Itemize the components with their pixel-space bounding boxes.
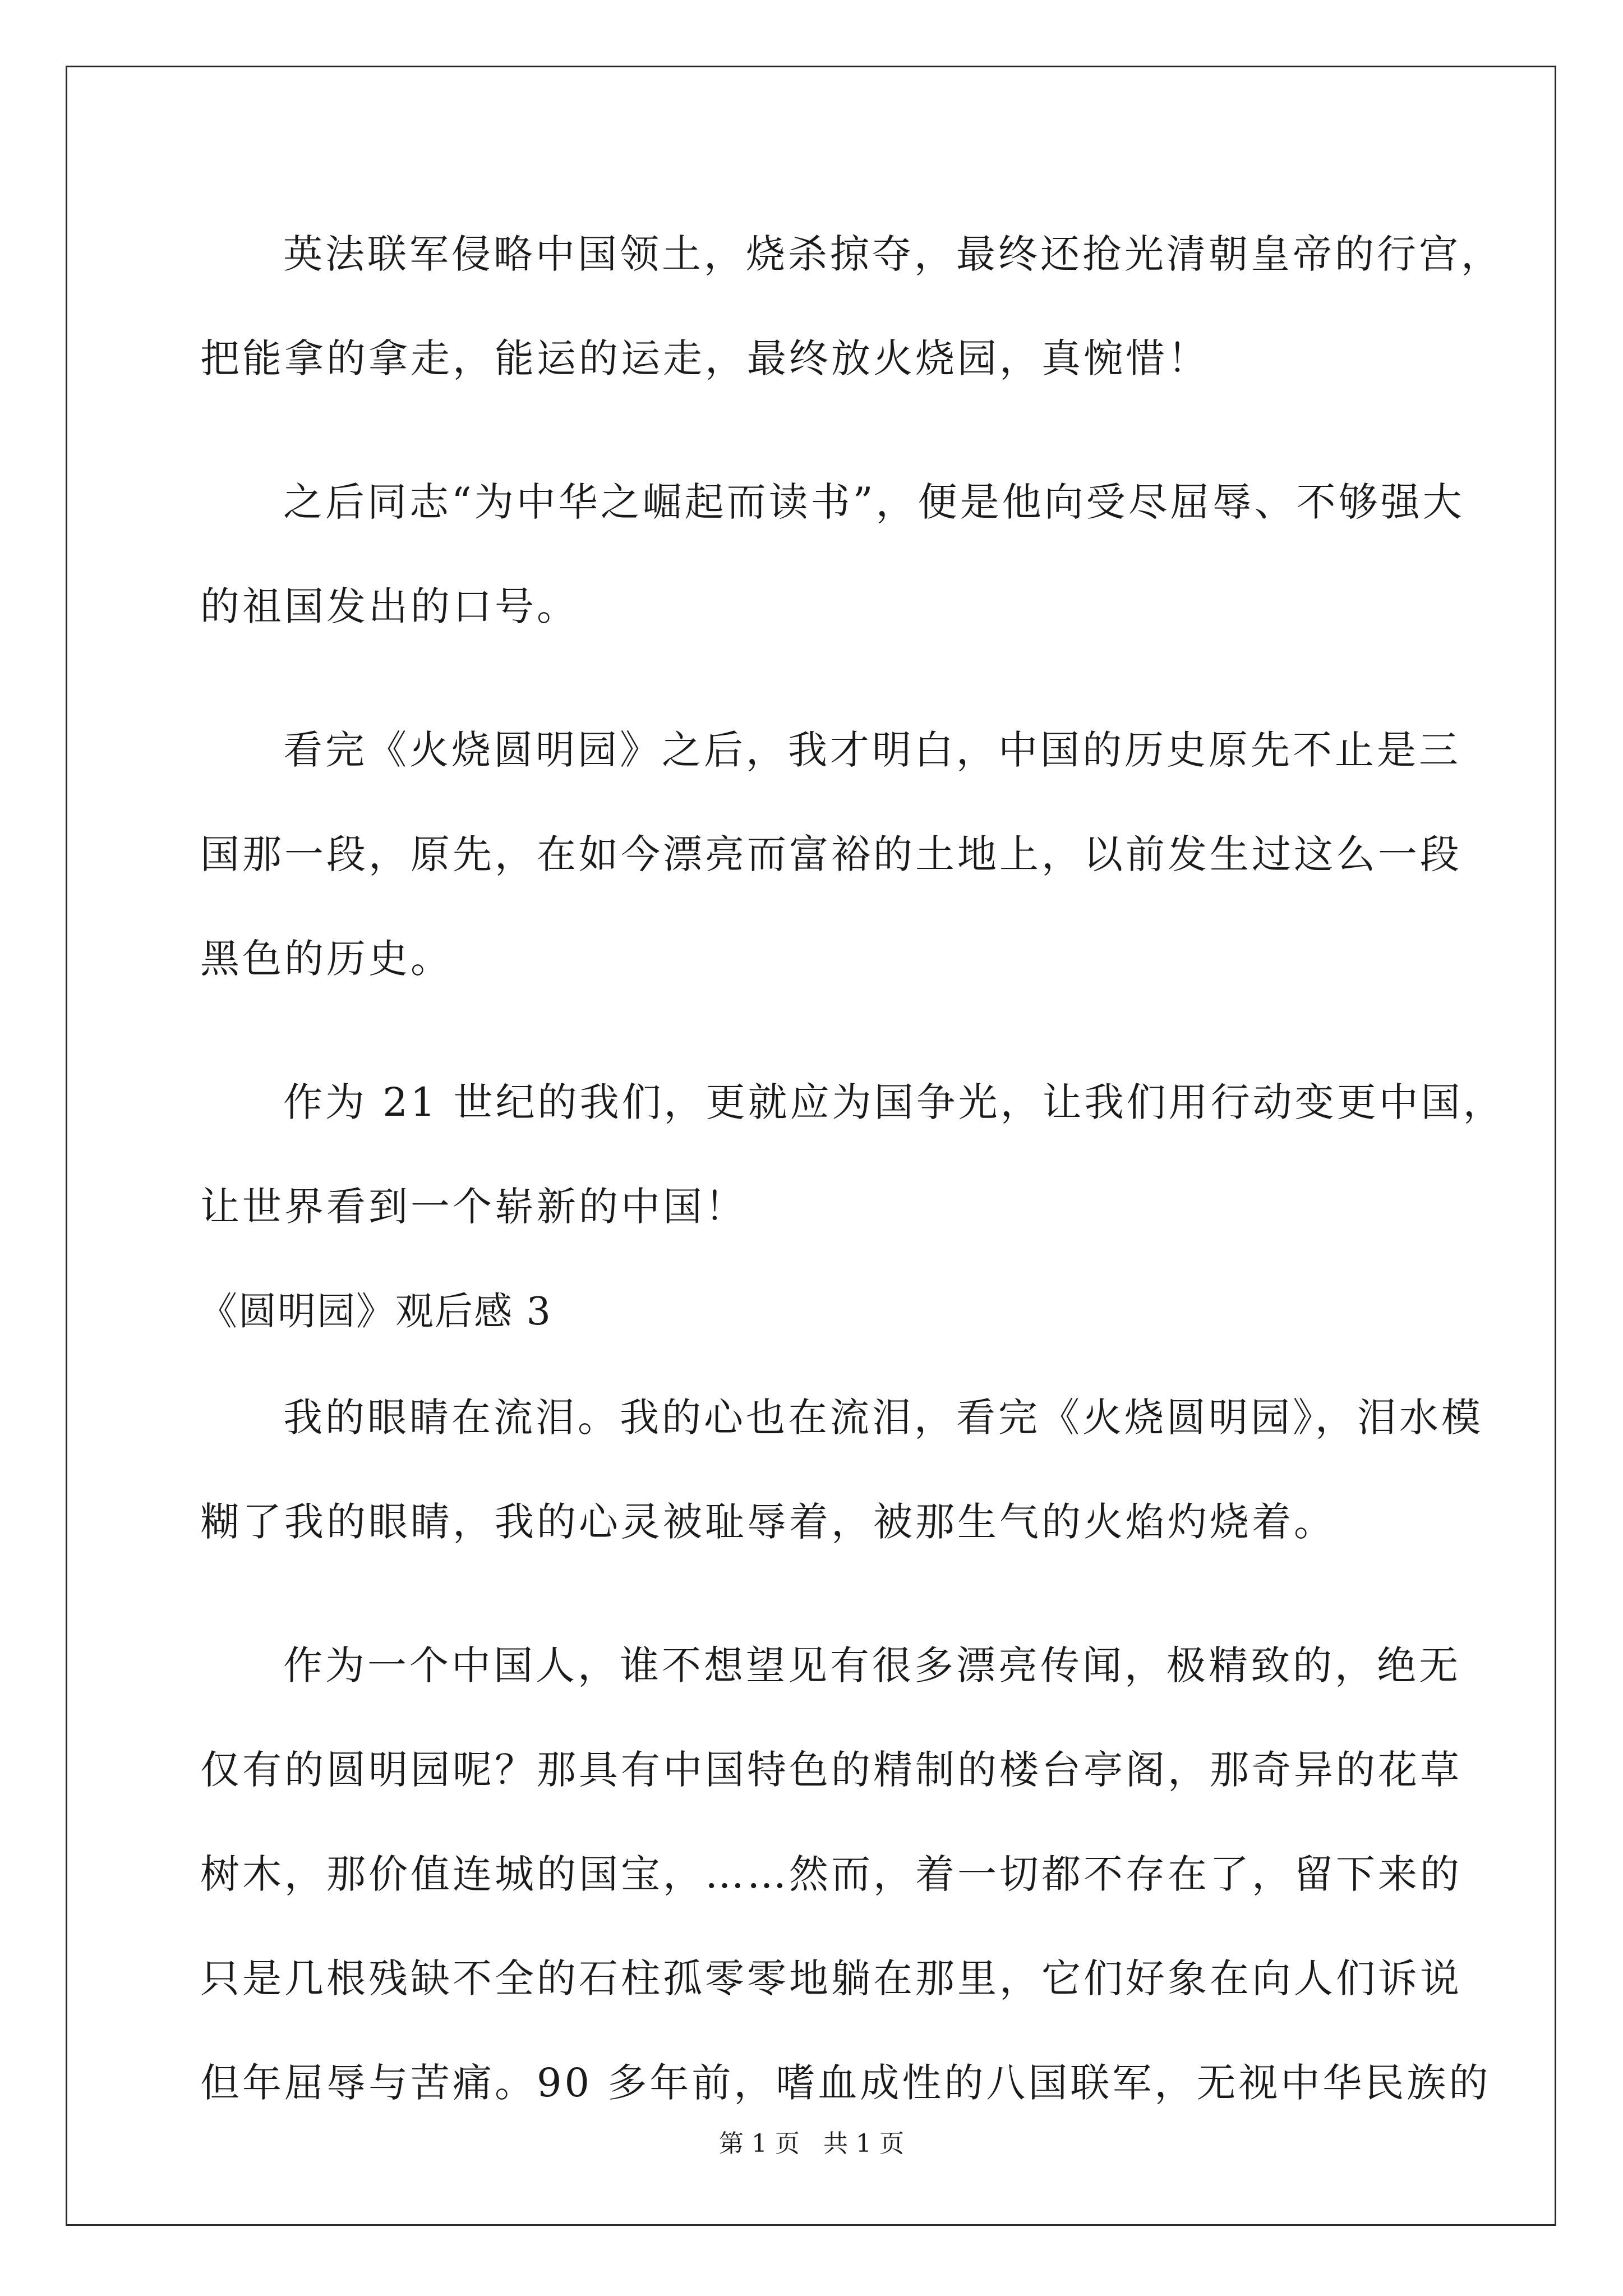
text-line: 树木，那价值连城的国宝，……然而，着一切都不存在了，留下来的 — [200, 1851, 1462, 1897]
text-line: 把能拿的拿走，能运的运走，最终放火烧园，真惋惜！ — [200, 335, 1210, 381]
page-footer: 第 1 页 共 1 页 — [719, 2129, 904, 2158]
paragraph — [200, 1613, 1491, 2135]
text-line: 英法联军侵略中国领土，烧杀掠夺，最终还抢光清朝皇帝的行宫， — [283, 231, 1503, 277]
paragraph — [200, 202, 1503, 411]
paragraph — [200, 1365, 1483, 1574]
text-line: 只是几根残缺不全的石柱孤零零地躺在那里，它们好象在向人们诉说 — [200, 1955, 1462, 2001]
text-line: 仅有的圆明园呢？那具有中国特色的精制的楼台亭阁，那奇异的花草 — [200, 1747, 1462, 1793]
text-line: 我的眼睛在流泪。我的心也在流泪，看完《火烧圆明园》，泪水模 — [283, 1395, 1483, 1441]
paragraph — [200, 1050, 1505, 1259]
section-heading: 《圆明园》观后感 3 — [199, 1290, 552, 1334]
text-line: 但年屈辱与苦痛。90 多年前，嗜血成性的八国联军，无视中华民族的 — [200, 2060, 1491, 2106]
document-body — [199, 202, 1505, 2135]
paragraph — [200, 698, 1462, 1011]
text-line: 看完《火烧圆明园》之后，我才明白，中国的历史原先不止是三 — [283, 727, 1461, 773]
text-line: 作为 21 世纪的我们，更就应为国争光，让我们用行动变更中国， — [283, 1079, 1505, 1125]
text-line: 作为一个中国人，谁不想望见有很多漂亮传闻，极精致的，绝无 — [283, 1642, 1461, 1688]
text-line: 的祖国发出的口号。 — [200, 583, 579, 629]
text-line: 黑色的历史。 — [200, 936, 453, 982]
paragraph — [200, 450, 1465, 659]
text-line: 之后同志“为中华之崛起而读书”，便是他向受尽屈辱、不够强大 — [283, 479, 1465, 525]
text-line: 国那一段，原先，在如今漂亮而富裕的土地上，以前发生过这么一段 — [200, 831, 1462, 877]
text-line: 糊了我的眼睛，我的心灵被耻辱着，被那生气的火焰灼烧着。 — [200, 1499, 1336, 1545]
text-line: 让世界看到一个崭新的中国！ — [200, 1184, 747, 1230]
